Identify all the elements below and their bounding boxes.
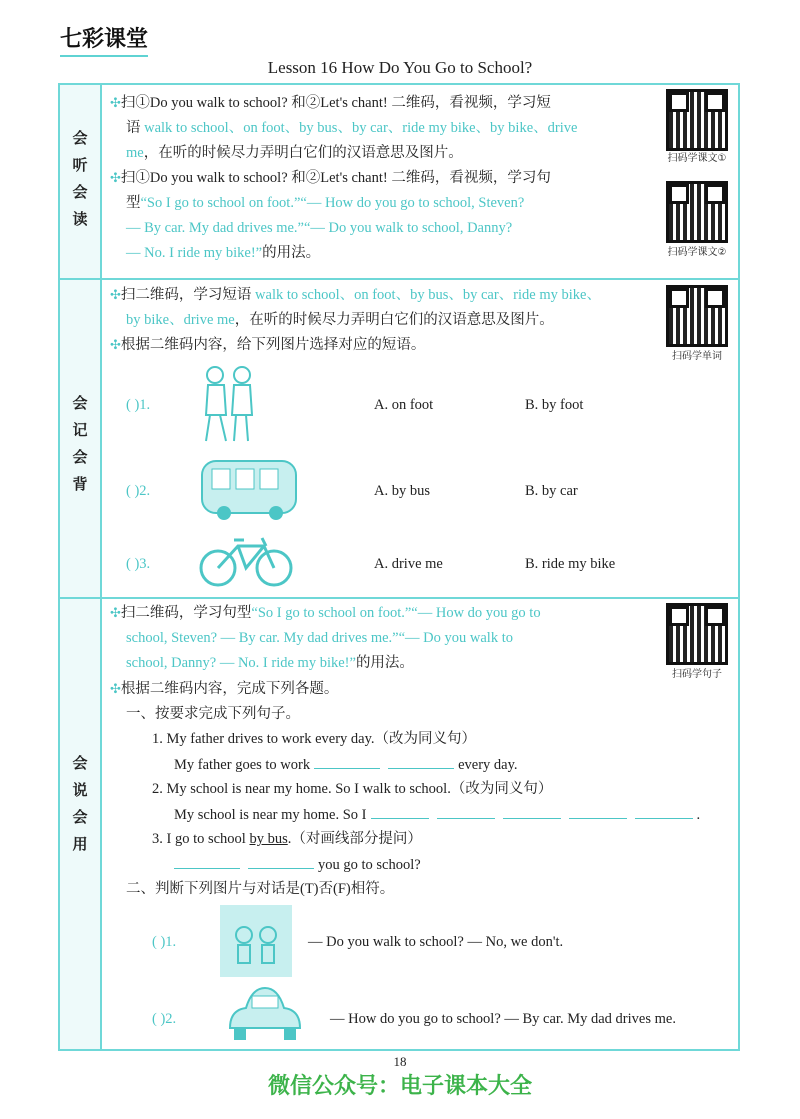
option-b: B. by car xyxy=(525,483,578,499)
walking-children-image xyxy=(198,363,258,445)
blank[interactable] xyxy=(371,804,429,819)
text: 语 xyxy=(126,120,145,136)
sentence: — By car. My dad drives me.”“— Do you walk to school, Danny? xyxy=(126,220,513,236)
label-char: 会 xyxy=(72,808,88,826)
sentence: “So I go to school on foot.”“— How do you go to school, Steven? xyxy=(140,195,525,211)
text-line xyxy=(126,143,463,163)
qr-caption: 扫码学课文① xyxy=(667,153,727,164)
answer-line-1 xyxy=(174,754,518,775)
page-number: 18 xyxy=(393,1054,407,1069)
bus-image xyxy=(198,455,308,525)
option-a: A. drive me xyxy=(374,556,443,572)
text-line xyxy=(110,603,541,623)
blank[interactable] xyxy=(503,804,561,819)
car-image xyxy=(224,982,306,1046)
sentence: “So I go to school on foot.”“— How do you go to xyxy=(251,605,541,621)
question-1: 1. My father drives to work every day.（改为同义句） xyxy=(152,731,477,747)
text: ，在听的时候尽力弄明白它们的汉语意思及图片。 xyxy=(143,145,463,161)
phrase-list: by bike、drive me xyxy=(126,312,235,328)
watermark: 微信公众号：电子课本大全 xyxy=(267,1074,532,1099)
qr-code-lesson-2[interactable] xyxy=(666,181,728,243)
lesson-title: Lesson 16 How Do You Go to School? xyxy=(267,58,533,77)
dialogue-1: — Do you walk to school? — No, we don't. xyxy=(308,934,564,950)
question-3 xyxy=(152,829,422,849)
bullet-icon: ✣ xyxy=(110,170,121,185)
label-char: 说 xyxy=(72,781,88,799)
label-char: 会 xyxy=(72,754,88,772)
text-line xyxy=(110,679,338,699)
option-b: B. by foot xyxy=(525,397,584,413)
label-char: 会 xyxy=(72,129,88,147)
text: .（对画线部分提问） xyxy=(287,831,422,847)
option-a: A. on foot xyxy=(374,397,434,413)
text: 3. I go to school xyxy=(152,831,250,847)
qr-caption: 扫码学句子 xyxy=(672,669,722,680)
blank[interactable] xyxy=(314,754,380,769)
sentence: — No. I ride my bike!” xyxy=(126,245,263,261)
judge-blank-2[interactable]: ( )2. xyxy=(152,1011,177,1027)
blank[interactable] xyxy=(388,754,454,769)
label-char: 用 xyxy=(72,835,88,853)
label-char: 记 xyxy=(72,421,88,439)
bicycle-image xyxy=(198,530,294,590)
text-line xyxy=(126,243,320,263)
bullet-icon: ✣ xyxy=(110,287,121,302)
phrase: me xyxy=(126,145,144,161)
text: ，在听的时候尽力弄明白它们的汉语意思及图片。 xyxy=(234,312,554,328)
section-label-remember-recite xyxy=(60,390,100,498)
sentence: school, Danny? — No. I ride my bike!” xyxy=(126,655,356,671)
label-char: 听 xyxy=(72,156,88,174)
row-divider xyxy=(60,278,738,280)
dialogue-2: — How do you go to school? — By car. My dad drives me. xyxy=(330,1011,676,1027)
part-heading: 二、判断下列图片与对话是(T)否(F)相符。 xyxy=(126,881,395,897)
text-line xyxy=(126,653,414,673)
qr-caption: 扫码学单词 xyxy=(672,351,722,362)
text: 根据二维码内容，给下列图片选择对应的短语。 xyxy=(120,337,426,353)
answer-blank-2[interactable]: ( )2. xyxy=(126,483,151,499)
lesson-table xyxy=(58,83,740,1051)
text-line xyxy=(110,335,425,355)
text-line xyxy=(110,93,551,113)
label-char: 读 xyxy=(72,210,88,228)
answer-line-3 xyxy=(170,854,421,875)
text: 扫二维码，学习句型 xyxy=(120,605,252,621)
text: My father goes to work xyxy=(174,757,311,773)
text-line xyxy=(126,193,524,213)
qr-code-lesson-1[interactable] xyxy=(666,89,728,151)
option-a: A. by bus xyxy=(374,483,430,499)
bullet-icon: ✣ xyxy=(110,681,121,696)
sentence: school, Steven? — By car. My dad drives me.”“— Do you walk to xyxy=(126,630,513,646)
text: 的用法。 xyxy=(262,245,321,261)
section-label-speak-use xyxy=(60,750,100,858)
text-line xyxy=(110,285,601,305)
answer-blank-1[interactable]: ( )1. xyxy=(126,397,151,413)
text-line xyxy=(110,168,551,188)
label-char: 背 xyxy=(72,475,88,493)
phrase-list: walk to school、on foot、by bus、by car、ride my bike、 xyxy=(255,287,601,303)
label-char: 会 xyxy=(72,448,88,466)
part-heading: 一、按要求完成下列句子。 xyxy=(126,706,300,722)
text: 的用法。 xyxy=(355,655,414,671)
text-line xyxy=(126,118,577,138)
qr-code-words[interactable] xyxy=(666,285,728,347)
text: 扫①Do you walk to school? 和②Let's chant! 二维码，看视频，学习句 xyxy=(120,170,551,186)
qr-code-sentences[interactable] xyxy=(666,603,728,665)
option-b: B. ride my bike xyxy=(525,556,616,572)
answer-line-2: My school is near my home. So I . xyxy=(174,804,700,825)
bullet-icon: ✣ xyxy=(110,605,121,620)
blank[interactable] xyxy=(248,854,314,869)
qr-caption: 扫码学课文② xyxy=(667,247,727,258)
underlined-text: by bus xyxy=(249,831,288,847)
text-line xyxy=(126,310,554,330)
label-char: 会 xyxy=(72,394,88,412)
answer-blank-3[interactable]: ( )3. xyxy=(126,556,151,572)
blank[interactable] xyxy=(569,804,627,819)
children-walking-image xyxy=(220,905,292,977)
text: every day. xyxy=(458,757,518,773)
blank[interactable] xyxy=(437,804,495,819)
judge-blank-1[interactable]: ( )1. xyxy=(152,934,177,950)
text: 扫二维码，学习短语 xyxy=(120,287,256,303)
bullet-icon: ✣ xyxy=(110,95,121,110)
text: 扫①Do you walk to school? 和②Let's chant! 二维码，看视频，学习短 xyxy=(120,95,551,111)
label-char: 会 xyxy=(72,183,88,201)
section-label-listen-read xyxy=(60,125,100,233)
row-divider xyxy=(60,597,738,599)
text: 型 xyxy=(126,195,141,211)
text: 根据二维码内容，完成下列各题。 xyxy=(120,681,339,697)
bullet-icon: ✣ xyxy=(110,337,121,352)
phrase-list: walk to school、on foot、by bus、by car、ride my bike、by bike、drive xyxy=(144,120,578,136)
text: you go to school? xyxy=(318,857,421,873)
question-2: 2. My school is near my home. So I walk to school.（改为同义句） xyxy=(152,781,553,797)
blank[interactable] xyxy=(635,804,693,819)
text: My school is near my home. So I xyxy=(174,807,367,823)
blank[interactable] xyxy=(174,854,240,869)
publisher-logo: 七彩课堂 xyxy=(60,22,148,57)
